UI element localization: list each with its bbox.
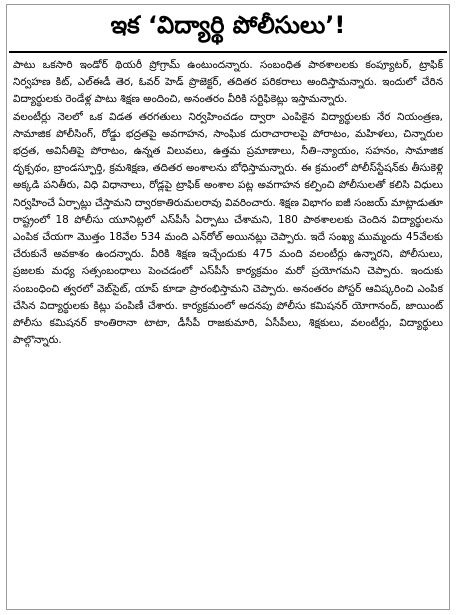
paragraph-1: పాటు ఒకసారి ఇండోర్ థియరీ ప్రోగ్రామ్ ఉంటుందన్నారు. సంబంధిత పాఠశాలలకు కంప్యూటర్, ట్రాఫిక్ నిర్వహణ కిట్, ఎల్ఈడీ తెర, ఓవర్ హెడ్ ప్రొజెక్టర్, తదితర పరికరాలు అందిస్తామన్నారు. ఇందులో చేరిన విద్యార్థులకు రెండేళ్ల పాటు శిక్షణ అందించి, అనంతరం వీరికి సర్టిఫికెట్లు ఇస్తామన్నారు. — [13, 59, 443, 106]
news-clipping — [6, 4, 450, 610]
paragraph-2: వలంటీర్లు నెలలో ఒక విడత తరగతులు నిర్వహించడం ద్వారా ఎంపికైన విద్యార్థులకు నేర నియంత్రణ, సామాజిక పోలీసింగ్, రోడ్డు భద్రతపై అవగాహన, సాంఘిక దురాచారాలపై పోరాటం, మహిళలు, చిన్నారుల భద్రత, అవినీతిపై పోరాటం, ఉన్నత విలువలు, ఉత్తమ ప్రమాణాలు, నీతి–న్యాయం, సహనం, సామాజిక దృక్పథం, బ్రాండస్ఫూర్తి, క్రమశిక్షణ, తదితర అంశాలను బోధిస్తామన్నారు. ఈ క్రమంలో పోలీస్‌స్టేషన్‌కు తీసుకెళ్లి అక్కడి పనితీరు, విధి విధానాలు, రోడ్లపై ట్రాఫిక్ అంశాల పట్ల అవగాహన కల్పించి పోలీసులతో కలిసి విధులు నిర్వహించే ఏర్పాట్లు చేస్తామని ద్వారకాతిరుమలరావు వివరించారు. శిక్షణ విభాగం ఐజీ సంజయ్ మాట్లాడుతూ రాష్ట్రంలో 18 పోలీసు యూనిట్లలో ఎస్‌పీసీ ఏర్పాటు చేశామని, 180 పాఠశాలలకు చెందిన విద్యార్థులను ఎంపిక చేయగా మొత్తం 18వేల 534 మంది ఎన్‌రోల్ అయినట్లు చెప్పారు. ఇదే సంఖ్య ముమ్మందు 45వేలకు చేరుకునే అవకాశం ఉందన్నారు. వీరికి శిక్షణ ఇచ్చేందుకు 475 మంది వలంటీర్లు ఉన్నారని, పోలీసులు, ప్రజలకు మధ్య సత్సంబంధాలు పెంచడంలో ఎస్‌పీసీ కార్యక్రమం మరో ప్రయోగమని చెప్పారు. ఇందుకు సంబంధించి త్వరలో వెబ్‌సైట్, యాప్ కూడా ప్రారంభిస్తామని చెప్పారు. అనంతరం పోస్టర్ ఆవిష్కరించి ఎంపిక చేసిన విద్యార్థులకు కిట్లు పంపిణీ చేశారు. కార్యక్రమంలో అదనపు పోలీసు కమిషనర్ యోగానంద్, జాయింట్ పోలీసు కమిషనర్ కాంతిరానా టాటా, డీసీపీ రాజకుమారి, ఏసీపీలు, శిక్షకులు, వలంటీర్లు, విద్యార్థులు పాల్గొన్నారు. — [13, 110, 443, 347]
article-body — [7, 53, 449, 349]
headline: ఇక ‘విద్యార్థి పోలీసులు’! — [110, 11, 346, 39]
headline-area — [7, 5, 449, 51]
